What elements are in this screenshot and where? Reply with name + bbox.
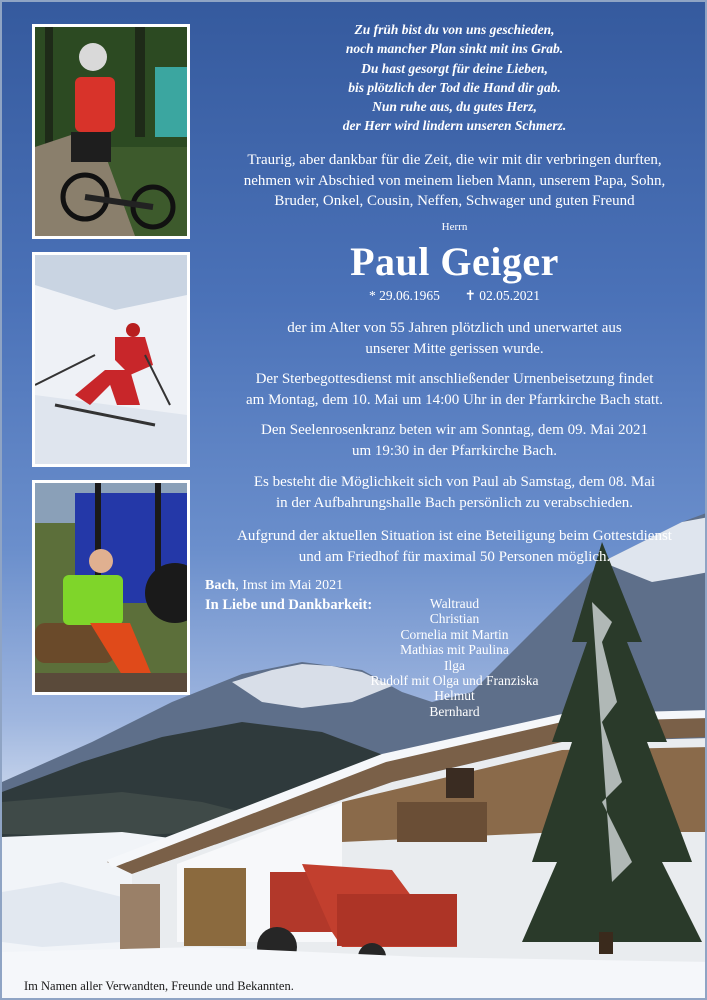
poem-line: noch mancher Plan sinkt mit ins Grab. bbox=[345, 41, 564, 57]
intro-line: Bruder, Onkel, Cousin, Neffen, Schwager und guten Freund bbox=[274, 193, 635, 209]
paragraph-line: Den Seelenrosenkranz beten wir am Sonntag, dem 09. Mai 2021 bbox=[261, 422, 648, 438]
paragraph-line: in der Aufbahrungshalle Bach persönlich zu verabschieden. bbox=[276, 494, 633, 511]
photo-tractor bbox=[32, 480, 190, 695]
family-member: Waltraud bbox=[429, 596, 480, 611]
paragraph-line: um 19:30 in der Pfarrkirche Bach. bbox=[352, 442, 557, 459]
poem bbox=[202, 20, 707, 136]
salutation: Herrn bbox=[441, 221, 468, 233]
intro-line: nehmen wir Abschied von meinem lieben Mann, unserem Papa, Sohn, bbox=[243, 172, 666, 189]
paragraph-line: am Montag, dem 10. Mai um 14:00 Uhr in der Pfarrkirche Bach statt. bbox=[246, 391, 663, 408]
dankbarkeit-heading: In Liebe und Dankbarkeit: bbox=[205, 597, 373, 613]
place-date bbox=[205, 578, 343, 594]
life-dates bbox=[207, 288, 702, 304]
paragraph-line: unserer Mitte gerissen wurde. bbox=[365, 340, 544, 357]
family-member: Helmut bbox=[434, 688, 475, 704]
intro-line: Traurig, aber dankbar für die Zeit, die wir mit dir verbringen durften, bbox=[247, 152, 662, 168]
family-member: Rudolf mit Olga und Franziska bbox=[370, 672, 539, 688]
photo-skiing bbox=[32, 252, 190, 467]
paragraph-line: und am Friedhof für maximal 50 Personen möglich. bbox=[298, 548, 611, 565]
paragraph-rosary bbox=[207, 420, 702, 461]
place-town: Bach bbox=[205, 578, 236, 593]
family-list bbox=[347, 596, 562, 719]
poem-line: bis plötzlich der Tod die Hand dir gab. bbox=[348, 79, 561, 95]
family-member: Bernhard bbox=[429, 703, 480, 719]
paragraph-line: der im Alter von 55 Jahren plötzlich und unerwartet aus bbox=[287, 320, 622, 336]
birth-date: * 29.06.1965 bbox=[368, 288, 440, 303]
intro-text bbox=[207, 150, 702, 212]
place-rest: , Imst im Mai 2021 bbox=[235, 578, 344, 593]
poem-line: Nun ruhe aus, du gutes Herz, bbox=[372, 99, 537, 115]
family-member: Ilga bbox=[444, 657, 465, 673]
poem-line: der Herr wird lindern unseren Schmerz. bbox=[342, 118, 567, 134]
deceased-name: Paul Geiger bbox=[350, 239, 559, 284]
poem-line: Zu früh bist du von uns geschieden, bbox=[354, 22, 555, 37]
family-member: Cornelia mit Martin bbox=[400, 626, 509, 642]
footer-text: Im Namen aller Verwandten, Freunde und Bekannten. bbox=[24, 979, 294, 993]
family-member: Mathias mit Paulina bbox=[400, 642, 509, 658]
paragraph-viewing bbox=[207, 472, 702, 513]
poem-line: Du hast gesorgt für deine Lieben, bbox=[361, 60, 548, 76]
paragraph-line: Aufgrund der aktuellen Situation ist eine Beteiligung beim Gottestdienst bbox=[237, 528, 672, 544]
paragraph-line: Der Sterbegottesdienst mit anschließender Urnenbeisetzung findet bbox=[255, 371, 654, 387]
death-date: ✝ 02.05.2021 bbox=[464, 288, 541, 303]
paragraph-funeral-service bbox=[207, 369, 702, 410]
paragraph-line: Es besteht die Möglichkeit sich von Paul ab Samstag, dem 08. Mai bbox=[253, 474, 656, 490]
family-member: Christian bbox=[429, 611, 480, 627]
paragraph-covid-notice bbox=[207, 526, 702, 567]
paragraph-age bbox=[207, 318, 702, 359]
photo-mountain-bike bbox=[32, 24, 190, 239]
